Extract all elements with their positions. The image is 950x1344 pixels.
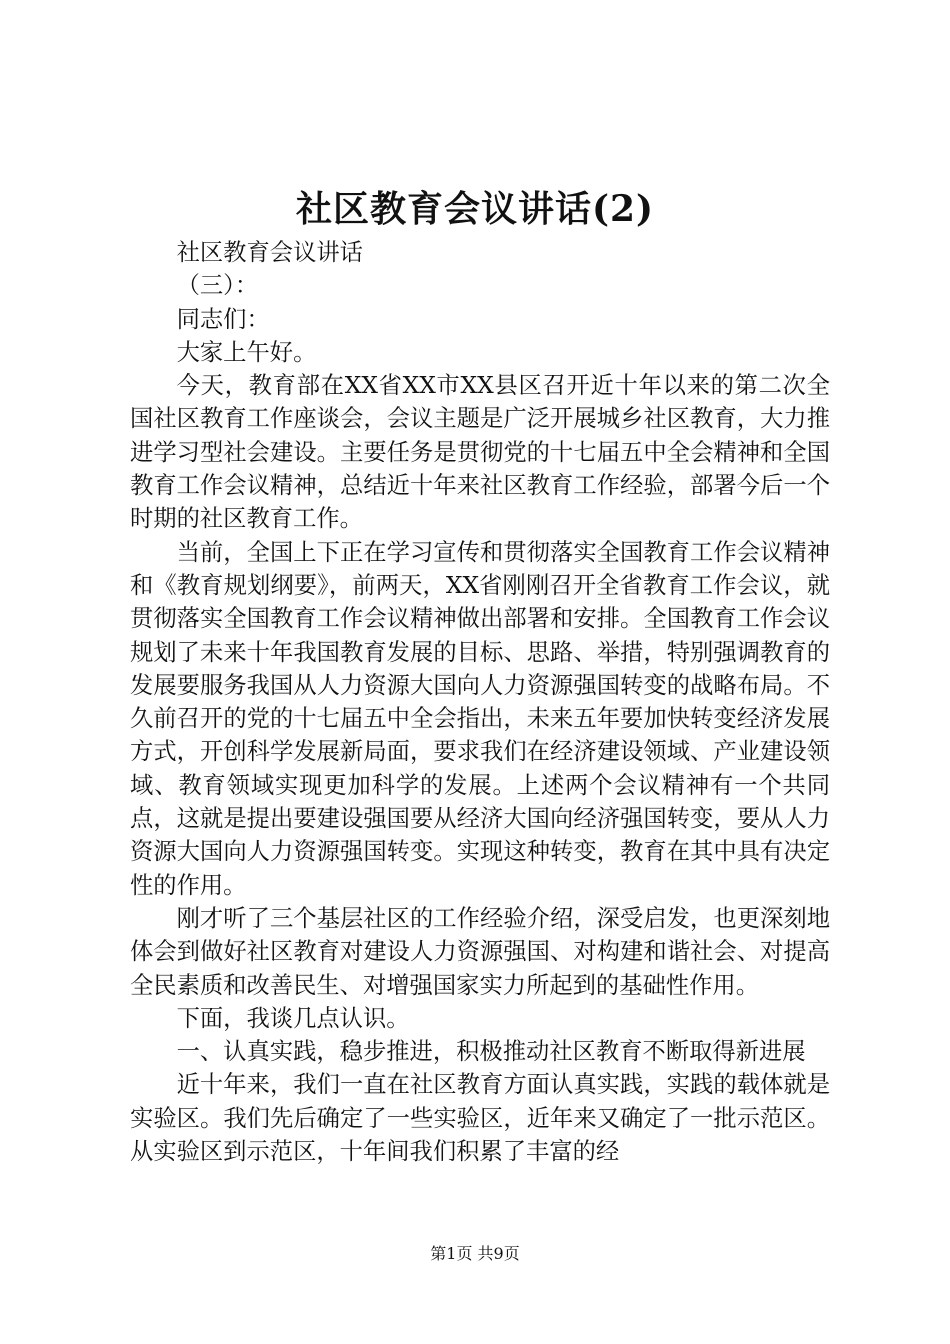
paragraph-greeting: 大家上午好。 — [176, 338, 317, 366]
paragraph-text: 当前，全国上下正在学习宣传和贯彻落实全国教育工作会议精神和《教育规划纲要》，前两天，XX省刚刚召开全省教育工作会议，就贯彻落实全国教育工作会议精神做出部署和安排。全国教育工作会议规划了未来十年我国教育发展的目标、思路、举措，特别强调教育的发展要服务我国从人力资源大国向人力资源强国转变的战略布局。不久前召开的党的十七届五中全会指出，未来五年要加快转变经济发展方式，开创科学发展新局面，要求我们在经济建设领域、产业建设领域、教育领域实现更加科学的发展。上述两个会议精神有一个共同点，这就是提出要建设强国要从经济大国向经济强国转变，要从人力资源大国向人力资源强国转变。实现这种转变，教育在其中具有决定性的作用。 — [130, 538, 830, 899]
paragraph-text: 下面，我谈几点认识。 — [176, 1004, 410, 1032]
page-footer: 第1页 共9页 — [430, 1244, 520, 1263]
paragraph-section-number: （三）： — [176, 272, 259, 300]
paragraph-salutation: 同志们： — [176, 305, 270, 333]
document-title: 社区教育会议讲话(2) — [295, 188, 655, 230]
paragraph-subtitle: 社区教育会议讲话 — [176, 239, 363, 266]
paragraph-text: 近十年来，我们一直在社区教育方面认真实践，实践的载体就是实验区。我们先后确定了一些实验区，近年来又确定了一批示范区。从实验区到示范区，十年间我们积累了丰富的经 — [130, 1071, 830, 1166]
paragraph-heading: 一、认真实践，稳步推进，积极推动社区教育不断取得新进展 — [176, 1038, 806, 1066]
paragraph-text: 今天，教育部在XX省XX市XX县区召开近十年以来的第二次全国社区教育工作座谈会，会议主题是广泛开展城乡社区教育，大力推进学习型社会建设。主要任务是贯彻党的十七届五中全会精神和全国教育工作会议精神，总结近十年来社区教育工作经验，部署今后一个时期的社区教育工作。 — [130, 372, 830, 533]
document-body — [130, 236, 830, 1168]
paragraph-text: 刚才听了三个基层社区的工作经验介绍，深受启发，也更深刻地体会到做好社区教育对建设人力资源强国、对构建和谐社会、对提高全民素质和改善民生、对增强国家实力所起到的基础性作用。 — [130, 904, 830, 999]
